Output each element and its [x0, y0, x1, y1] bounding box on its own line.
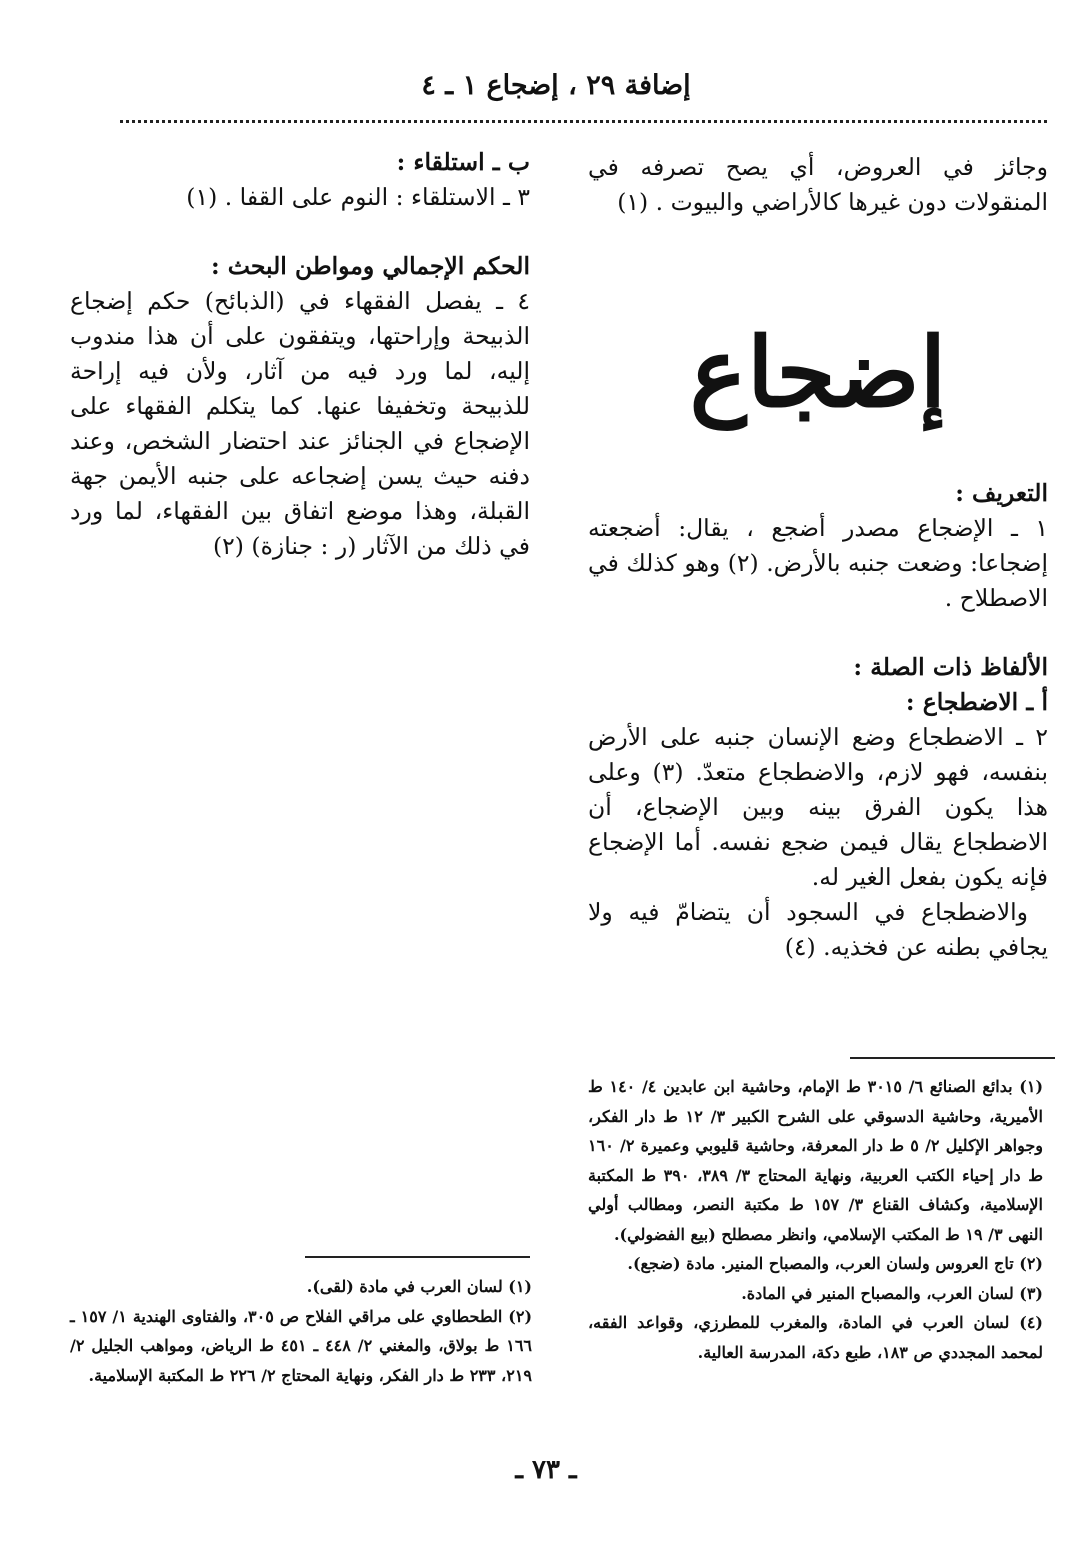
- paragraph-1: ١ ـ الإضجاع مصدر أضجع ، يقال: أضجعته إضجاعا: وضعت جنبه بالأرض. (٢) وهو كذلك في الاصطلاح .: [588, 514, 1048, 612]
- footnotes-left: [70, 1272, 532, 1390]
- footnote: (٤) لسان العرب في المادة، والمغرب للمطرزي، وقواعد الفقه، لمحمد المجددي ص ١٨٣، طبع دكة، المدرسة العالية.: [588, 1313, 1043, 1362]
- subheading-a: أ ـ الاضطجاع :: [905, 688, 1048, 716]
- header-dotted-rule: [120, 120, 1047, 123]
- left-column: [70, 145, 530, 564]
- entry-title: إضجاع: [689, 316, 947, 429]
- subheading-b: ب ـ استلقاء :: [396, 148, 530, 176]
- running-header: إضافة ٢٩ ، إضجاع ١ ـ ٤: [421, 70, 691, 101]
- footnote: (٢) تاج العروس ولسان العرب، والمصباح المنير. مادة (ضجع).: [627, 1254, 1043, 1273]
- footnote: (٣) لسان العرب، والمصباح المنير في المادة.: [741, 1283, 1043, 1303]
- footnote: (١) لسان العرب في مادة (لقى).: [306, 1277, 532, 1296]
- footnote: (٢) الطحطاوي على مراقي الفلاح ص ٣٠٥، والفتاوى الهندية ١/ ١٥٧ ـ ١٦٦ ط بولاق، والمغني ٢/ ٤٤٨ ـ ٤٥١ ط الرياض، ومواهب الجليل ٢/ ٢١٩، ٢٣٣ ط دار الفكر، ونهاية المحتاج ٢/ ٢٢٦ ط المكتبة الإسلامية.: [70, 1306, 533, 1385]
- page-number: ـ ٧٣ ـ: [515, 1455, 577, 1485]
- definition-heading: التعريف :: [955, 479, 1048, 507]
- footnote-rule-right: [850, 1057, 1055, 1059]
- ruling-heading: الحكم الإجمالي ومواطن البحث :: [210, 252, 530, 280]
- footnotes-right: [588, 1072, 1043, 1367]
- right-column: [588, 150, 1048, 965]
- footnote: (١) بدائع الصنائع ٦/ ٣٠١٥ ط الإمام، وحاشية ابن عابدين ٤/ ١٤٠ ط الأميرية، وحاشية الدسوقي على الشرح الكبير ٣/ ١٢ ط دار الفكر، وجواهر الإكليل ٢/ ٥ ط دار المعرفة، وحاشية قليوبي وعميرة ٢/ ١٦٠ ط دار إحياء الكتب العربية، ونهاية المحتاج ٣/ ٣٨٩، ٣٩٠ ط المكتبة الإسلامية، وكشاف القناع ٣/ ١٥٧ ط مكتبة النصر، ومطالب أولي النهى ٣/ ١٩ ط المكتب الإسلامي، وانظر مصطلح (بيع الفضولي).: [588, 1077, 1044, 1244]
- intro-paragraph: وجائز في العروض، أي يصح تصرفه في المنقولات دون غيرها كالأراضي والبيوت . (١): [588, 153, 1048, 216]
- paragraph-3: والاضطجاع في السجود أن يتضامّ فيه ولا يجافي بطنه عن فخذيه. (٤): [588, 898, 1048, 961]
- paragraph-2: ٢ ـ الاضطجاع وضع الإنسان جنبه على الأرض بنفسه، فهو لازم، والاضطجاع متعدّ. (٣) وعلى هذا يكون الفرق بينه وبين الإضجاع، أن الاضطجاع يقال فيمن ضجع نفسه. أما الإضجاع فإنه يكون بفعل الغير له.: [588, 723, 1048, 891]
- paragraph-b: ٣ ـ الاستلقاء : النوم على القفا . (١): [186, 183, 530, 211]
- footnote-rule-left: [305, 1256, 530, 1258]
- related-terms-heading: الألفاظ ذات الصلة :: [853, 653, 1048, 681]
- paragraph-4: ٤ ـ يفصل الفقهاء في (الذبائح) حكم إضجاع الذبيحة وإراحتها، ويتفقون على أن هذا مندوب إليه، لما ورد فيه من آثار، ولأن فيه إراحة للذبيحة وتخفيفا عنها. كما يتكلم الفقهاء على الإضجاع في الجنائز عند احتضار الشخص، وعند دفنه حيث يسن إضجاعه على جنبه الأيمن جهة القبلة، وهذا موضع اتفاق بين الفقهاء، لما ورد في ذلك من الآثار (ر : جنازة) (٢): [70, 287, 530, 560]
